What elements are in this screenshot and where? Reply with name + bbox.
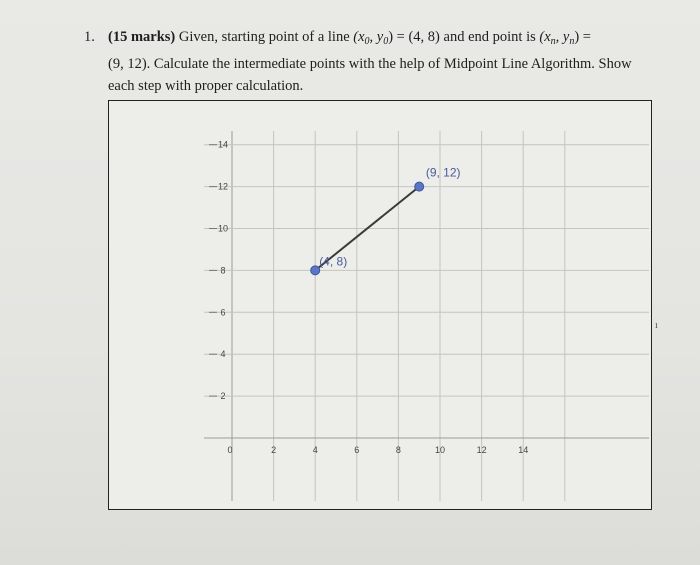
plot-frame — [108, 100, 652, 510]
end-point-eq: ) = — [574, 29, 591, 45]
question-middle: and end point is — [439, 29, 540, 45]
question-marks: (15 marks) — [108, 29, 176, 45]
x-tick-label: 0 — [227, 445, 233, 455]
y-tick-label: 10 — [217, 223, 229, 234]
question-intro: Given, starting point of a line — [175, 29, 354, 45]
x-tick-label: 4 — [312, 445, 318, 455]
x-tick-label: 8 — [395, 445, 401, 455]
y-tick-label: 14 — [217, 139, 229, 150]
question-number: 1. — [84, 29, 95, 45]
y-tick-label: 2 — [220, 391, 226, 402]
x-tick-label: 12 — [476, 445, 487, 455]
midpoint-chart — [109, 101, 651, 509]
start-point-value: ) = (4, 8) — [388, 29, 440, 45]
question-rest: . Calculate the intermediate points with the help of Midpoint Line Algorithm. Show each step with proper calculation. — [108, 56, 632, 94]
question-text — [108, 26, 644, 97]
pen-mark: ı — [655, 320, 658, 331]
y-tick-label: 6 — [220, 307, 226, 318]
start-point-expr: ($x_0$, $y_0$ — [353, 29, 389, 47]
end-point-expr: ($x_n$, $y_n$ — [539, 29, 575, 47]
y-tick-label: 12 — [217, 181, 229, 192]
x-tick-label: 6 — [354, 445, 360, 455]
x-tick-label: 2 — [271, 445, 277, 455]
end-point-value: (9, 12) — [108, 56, 147, 72]
data-point-label: (4, 8) — [319, 254, 348, 269]
data-point-label: (9, 12) — [425, 165, 461, 180]
y-tick-label: 4 — [220, 349, 226, 360]
x-tick-label: 14 — [518, 445, 529, 455]
question-block — [84, 26, 644, 97]
x-tick-label: 10 — [434, 445, 446, 455]
data-point — [415, 182, 424, 191]
y-tick-label: 8 — [220, 265, 226, 276]
